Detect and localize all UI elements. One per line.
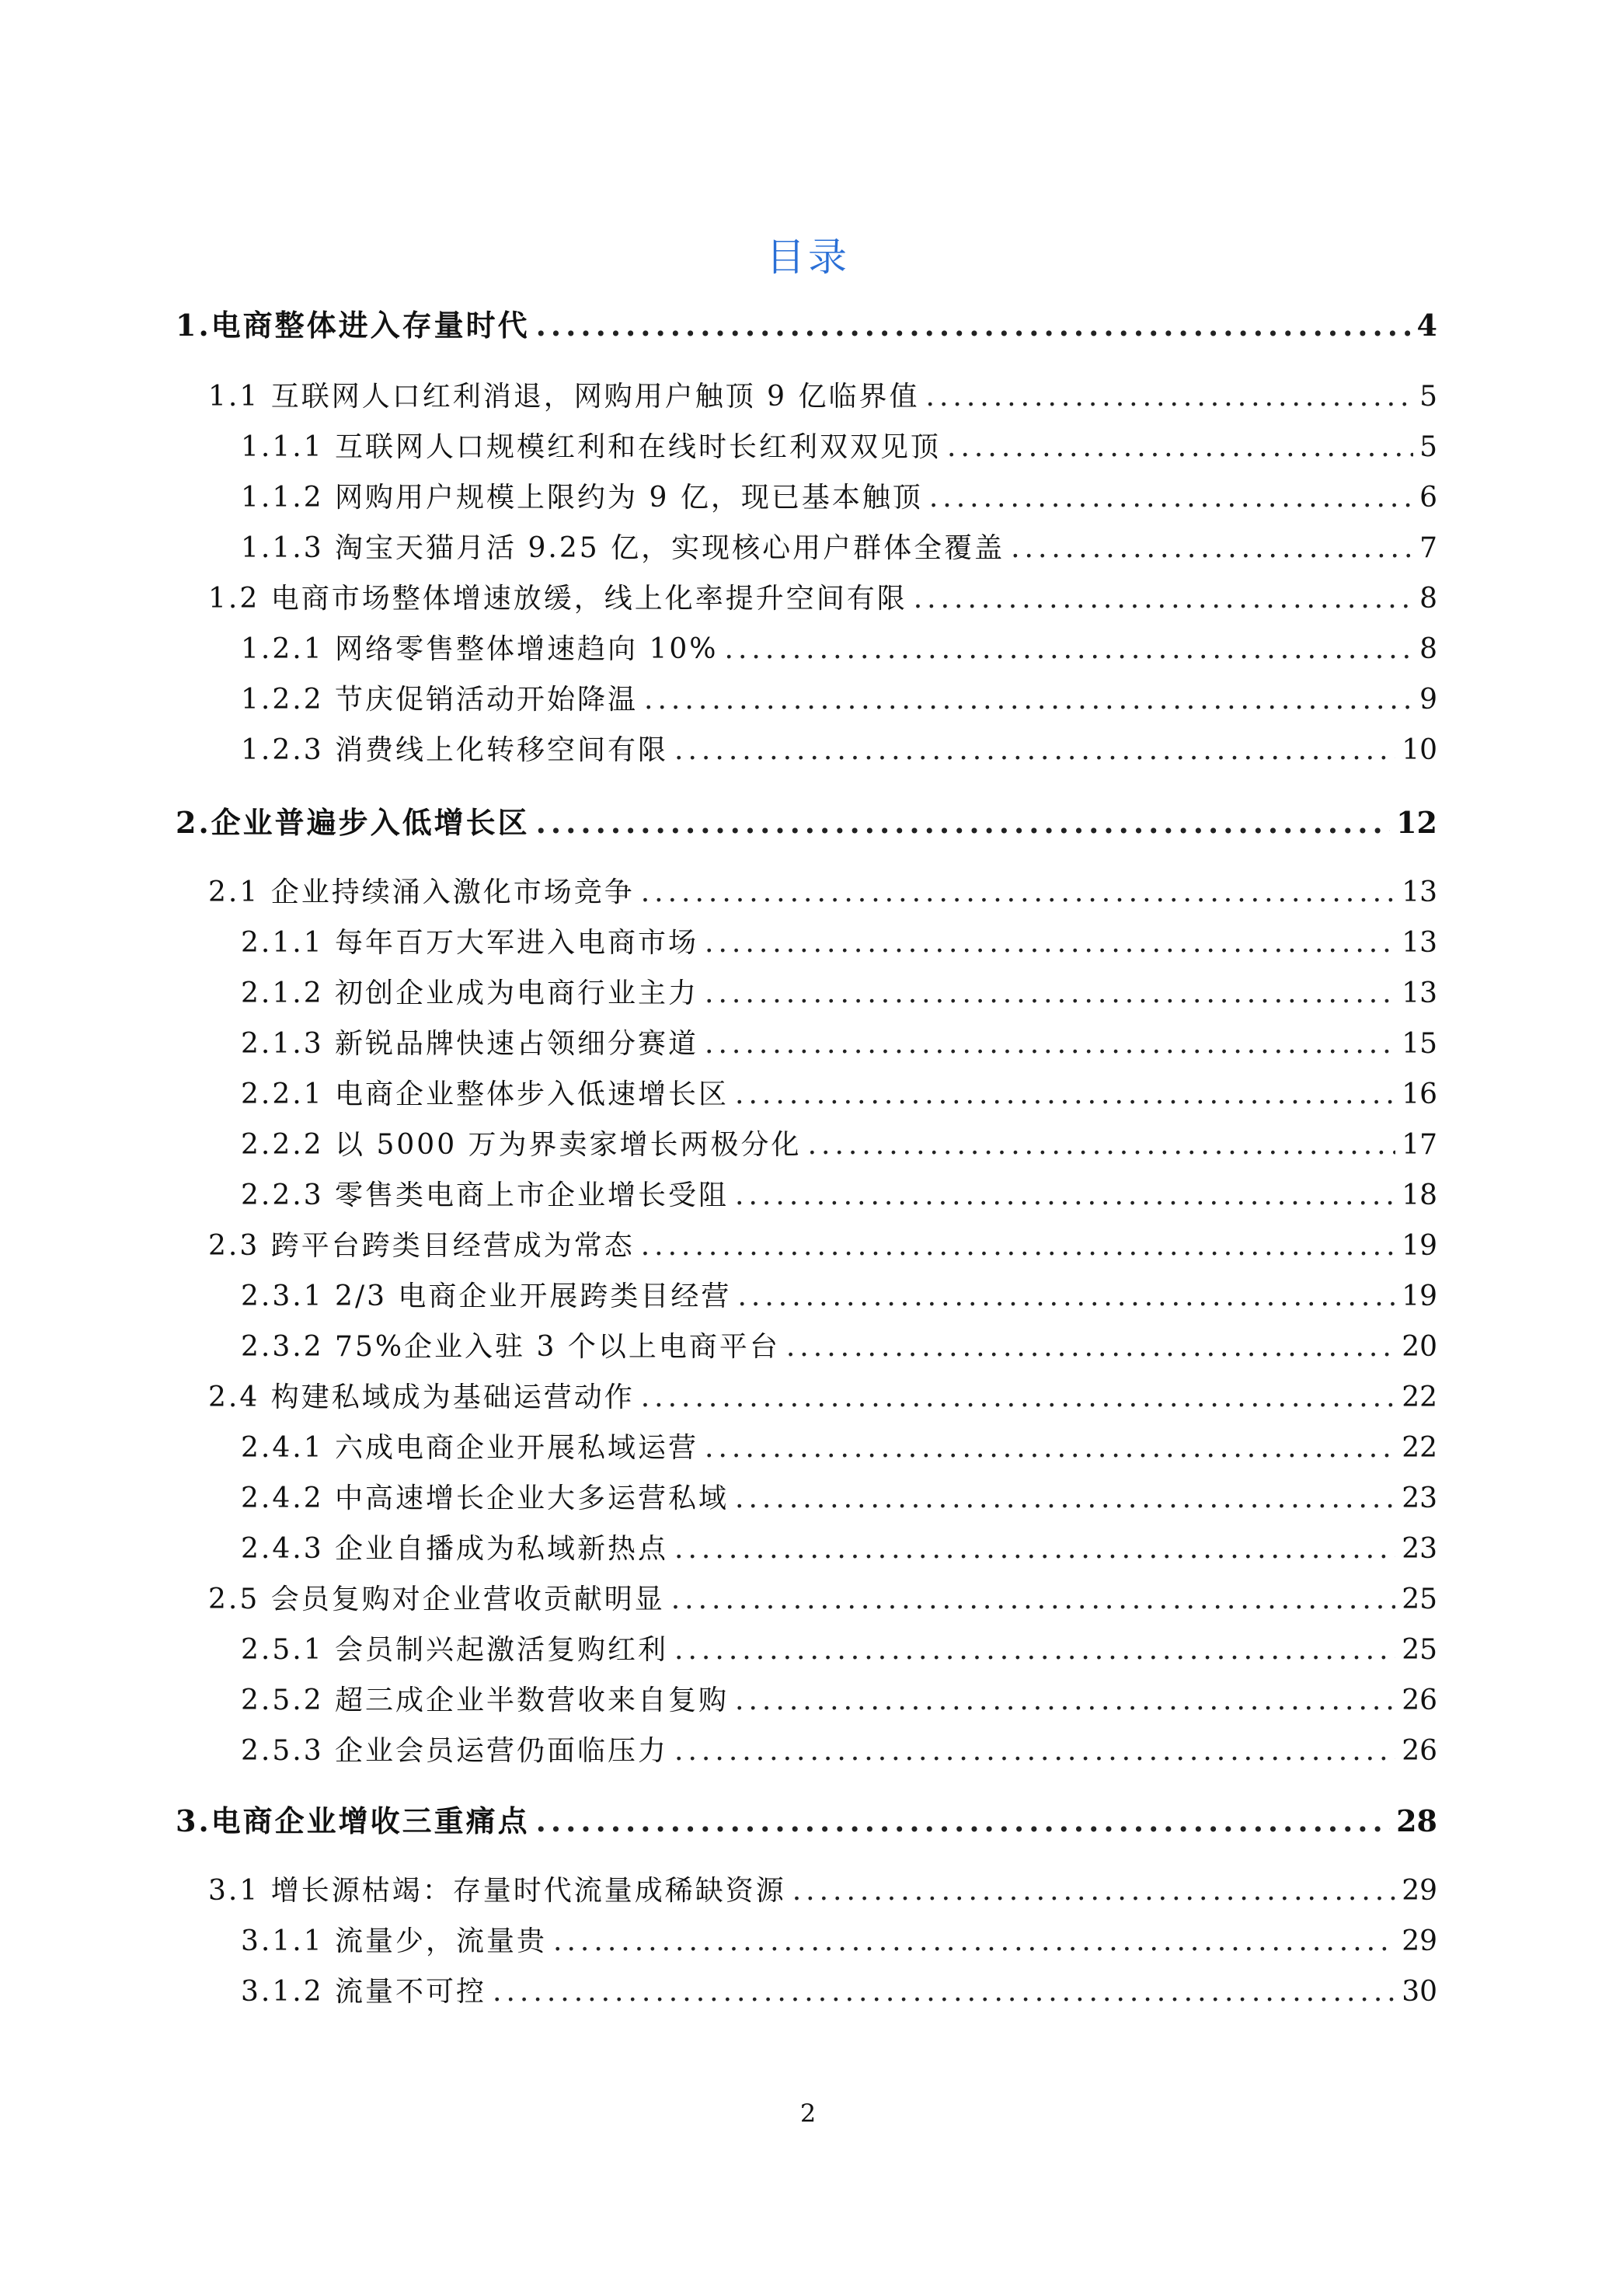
toc-entry[interactable] — [241, 479, 1437, 517]
toc-entry-page: 23 — [1402, 1482, 1437, 1514]
toc-entry-label: 2.5.3 企业会员运营仍面临压力 — [241, 1735, 669, 1767]
toc-entry[interactable] — [241, 925, 1437, 962]
toc-leader-dots — [671, 1581, 1395, 1618]
toc-leader-dots — [705, 1430, 1395, 1467]
toc-leader-dots — [947, 429, 1413, 466]
toc-leader-dots — [735, 1076, 1395, 1113]
toc-entry-label: 3.1.2 流量不可控 — [241, 1976, 487, 2008]
toc-entry[interactable] — [241, 631, 1437, 668]
toc-entry-label: 2.4.2 中高速增长企业大多运营私域 — [241, 1482, 730, 1514]
toc-entry-label: 2.3.2 75%企业入驻 3 个以上电商平台 — [241, 1331, 780, 1363]
toc-leader-dots — [553, 1923, 1395, 1960]
toc-leader-dots — [705, 1026, 1395, 1063]
toc-entry-page: 19 — [1402, 1230, 1437, 1262]
toc-entry[interactable] — [241, 1632, 1437, 1669]
toc-leader-dots — [786, 1329, 1395, 1366]
toc-entry[interactable] — [176, 307, 1437, 344]
toc-entry-page: 29 — [1402, 1925, 1437, 1957]
toc-entry[interactable] — [241, 1733, 1437, 1770]
toc-entry-page: 12 — [1396, 805, 1437, 840]
toc-leader-dots — [536, 307, 1411, 344]
toc-entry-label: 1.1.1 互联网人口规模红利和在线时长红利双双见顶 — [241, 431, 942, 463]
toc-entry-page: 4 — [1416, 308, 1437, 343]
toc-entry-page: 5 — [1419, 431, 1437, 463]
toc-entry[interactable] — [241, 681, 1437, 719]
toc-entry-label: 2.2.1 电商企业整体步入低速增长区 — [241, 1078, 730, 1110]
toc-entry-page: 13 — [1402, 977, 1437, 1009]
toc-leader-dots — [536, 1803, 1390, 1840]
toc-leader-dots — [735, 1177, 1395, 1214]
toc-entry[interactable] — [241, 1682, 1437, 1719]
toc-entry-label: 3.1 增长源枯竭：存量时代流量成稀缺资源 — [208, 1875, 786, 1907]
toc-entry[interactable] — [241, 1430, 1437, 1467]
toc-entry[interactable] — [241, 530, 1437, 567]
toc-entry[interactable] — [208, 1873, 1437, 1910]
toc-entry[interactable] — [241, 1076, 1437, 1113]
toc-entry-page: 26 — [1402, 1735, 1437, 1767]
toc-leader-dots — [735, 1682, 1395, 1719]
toc-entry-label: 2.5 会员复购对企业营收贡献明显 — [208, 1584, 665, 1615]
toc-entry-label: 1.1.2 网购用户规模上限约为 9 亿，现已基本触顶 — [241, 482, 923, 514]
toc-leader-dots — [792, 1873, 1395, 1910]
toc-entry-page: 8 — [1419, 583, 1437, 615]
toc-entry-label: 1.2.1 网络零售整体增速趋向 10% — [241, 633, 719, 665]
toc-entry[interactable] — [208, 580, 1437, 618]
toc-entry-page: 22 — [1402, 1381, 1437, 1413]
toc-entry[interactable] — [208, 1228, 1437, 1265]
toc-leader-dots — [493, 1974, 1395, 2011]
toc-entry-label: 2.4 构建私域成为基础运营动作 — [208, 1381, 635, 1413]
toc-leader-dots — [641, 874, 1395, 911]
toc-entry-page: 17 — [1402, 1129, 1437, 1161]
toc-entry-page: 5 — [1419, 381, 1437, 413]
toc-leader-dots — [705, 975, 1395, 1012]
toc-entry-label: 2.4.3 企业自播成为私域新热点 — [241, 1533, 669, 1565]
toc-entry-label: 2.1 企业持续涌入激化市场竞争 — [208, 876, 635, 908]
toc-leader-dots — [641, 1228, 1395, 1265]
toc-entry-label: 2.5.1 会员制兴起激活复购红利 — [241, 1634, 669, 1666]
toc-entry-label: 1.1.3 淘宝天猫月活 9.25 亿，实现核心用户群体全覆盖 — [241, 532, 1005, 564]
toc-entry-page: 25 — [1402, 1584, 1437, 1615]
toc-entry-label: 2.1.1 每年百万大军进入电商市场 — [241, 927, 699, 959]
toc-entry-label: 2.5.2 超三成企业半数营收来自复购 — [241, 1685, 730, 1716]
toc-entry-label: 2.企业普遍步入低增长区 — [176, 805, 530, 840]
toc-entry[interactable] — [208, 1379, 1437, 1416]
toc-entry-page: 9 — [1419, 684, 1437, 716]
toc-entry[interactable] — [241, 1177, 1437, 1214]
toc-leader-dots — [641, 1379, 1395, 1416]
toc-entry-page: 30 — [1402, 1976, 1437, 2008]
toc-leader-dots — [737, 1278, 1395, 1315]
toc-leader-dots — [674, 1531, 1395, 1568]
toc-entry[interactable] — [241, 1531, 1437, 1568]
toc-entry-page: 15 — [1402, 1028, 1437, 1060]
toc-entry-page: 25 — [1402, 1634, 1437, 1666]
toc-entry-page: 20 — [1402, 1331, 1437, 1363]
toc-entry-page: 6 — [1419, 482, 1437, 514]
toc-entry-label: 2.1.2 初创企业成为电商行业主力 — [241, 977, 699, 1009]
toc-leader-dots — [674, 1733, 1395, 1770]
toc-entry-page: 26 — [1402, 1685, 1437, 1716]
toc-leader-dots — [536, 804, 1390, 841]
toc-entry[interactable] — [208, 378, 1437, 416]
toc-entry-label: 2.2.2 以 5000 万为界卖家增长两极分化 — [241, 1129, 802, 1161]
toc-entry[interactable] — [176, 1803, 1437, 1840]
toc-entry-label: 2.2.3 零售类电商上市企业增长受阻 — [241, 1179, 730, 1211]
toc-entry-page: 13 — [1402, 927, 1437, 959]
toc-entry-page: 18 — [1402, 1179, 1437, 1211]
toc-leader-dots — [644, 681, 1413, 719]
page-title: 目录 — [766, 235, 850, 280]
page-number: 2 — [799, 2099, 817, 2128]
toc-entry-page: 22 — [1402, 1432, 1437, 1464]
toc-entry-label: 3.电商企业增收三重痛点 — [176, 1803, 530, 1838]
toc-entry-page: 19 — [1402, 1280, 1437, 1312]
toc-entry[interactable] — [208, 1581, 1437, 1618]
toc-entry[interactable] — [241, 1974, 1437, 2011]
toc-entry-label: 1.2.2 节庆促销活动开始降温 — [241, 684, 639, 716]
toc-entry-label: 3.1.1 流量少，流量贵 — [241, 1925, 548, 1957]
toc-entry-page: 16 — [1402, 1078, 1437, 1110]
toc-entry[interactable] — [241, 1278, 1437, 1315]
toc-entry[interactable] — [241, 1127, 1437, 1164]
toc-leader-dots — [929, 479, 1413, 517]
toc-entry-label: 2.3.1 2/3 电商企业开展跨类目经营 — [241, 1280, 732, 1312]
toc-leader-dots — [808, 1127, 1396, 1164]
toc-leader-dots — [926, 378, 1414, 416]
toc-entry-label: 2.3 跨平台跨类目经营成为常态 — [208, 1230, 635, 1262]
toc-entry-label: 2.4.1 六成电商企业开展私域运营 — [241, 1432, 699, 1464]
toc-leader-dots — [1011, 530, 1413, 567]
toc-entry-label: 1.2 电商市场整体增速放缓，线上化率提升空间有限 — [208, 583, 907, 615]
toc-entry-page: 23 — [1402, 1533, 1437, 1565]
toc-entry-label: 1.电商整体进入存量时代 — [176, 308, 530, 343]
toc-entry[interactable] — [241, 732, 1437, 769]
toc-entry[interactable] — [241, 1329, 1437, 1366]
toc-entry-label: 2.1.3 新锐品牌快速占领细分赛道 — [241, 1028, 699, 1060]
toc-entry-page: 10 — [1402, 734, 1437, 766]
toc-entry[interactable] — [208, 874, 1437, 911]
toc-entry[interactable] — [241, 1923, 1437, 1960]
toc-entry-page: 13 — [1402, 876, 1437, 908]
toc-leader-dots — [674, 732, 1395, 769]
toc-entry-page: 8 — [1419, 633, 1437, 665]
toc-entry[interactable] — [241, 429, 1437, 466]
toc-entry[interactable] — [241, 1026, 1437, 1063]
toc-entry-label: 1.2.3 消费线上化转移空间有限 — [241, 734, 669, 766]
toc-entry[interactable] — [241, 975, 1437, 1012]
toc-entry[interactable] — [176, 804, 1437, 841]
toc-entry[interactable] — [241, 1480, 1437, 1517]
toc-leader-dots — [674, 1632, 1395, 1669]
toc-leader-dots — [914, 580, 1413, 618]
toc-entry-page: 7 — [1419, 532, 1437, 564]
toc-leader-dots — [705, 925, 1395, 962]
toc-entry-page: 29 — [1402, 1875, 1437, 1907]
toc-entry-label: 1.1 互联网人口红利消退，网购用户触顶 9 亿临界值 — [208, 381, 920, 413]
toc-leader-dots — [735, 1480, 1395, 1517]
toc-leader-dots — [725, 631, 1414, 668]
toc-entry-page: 28 — [1396, 1803, 1437, 1838]
